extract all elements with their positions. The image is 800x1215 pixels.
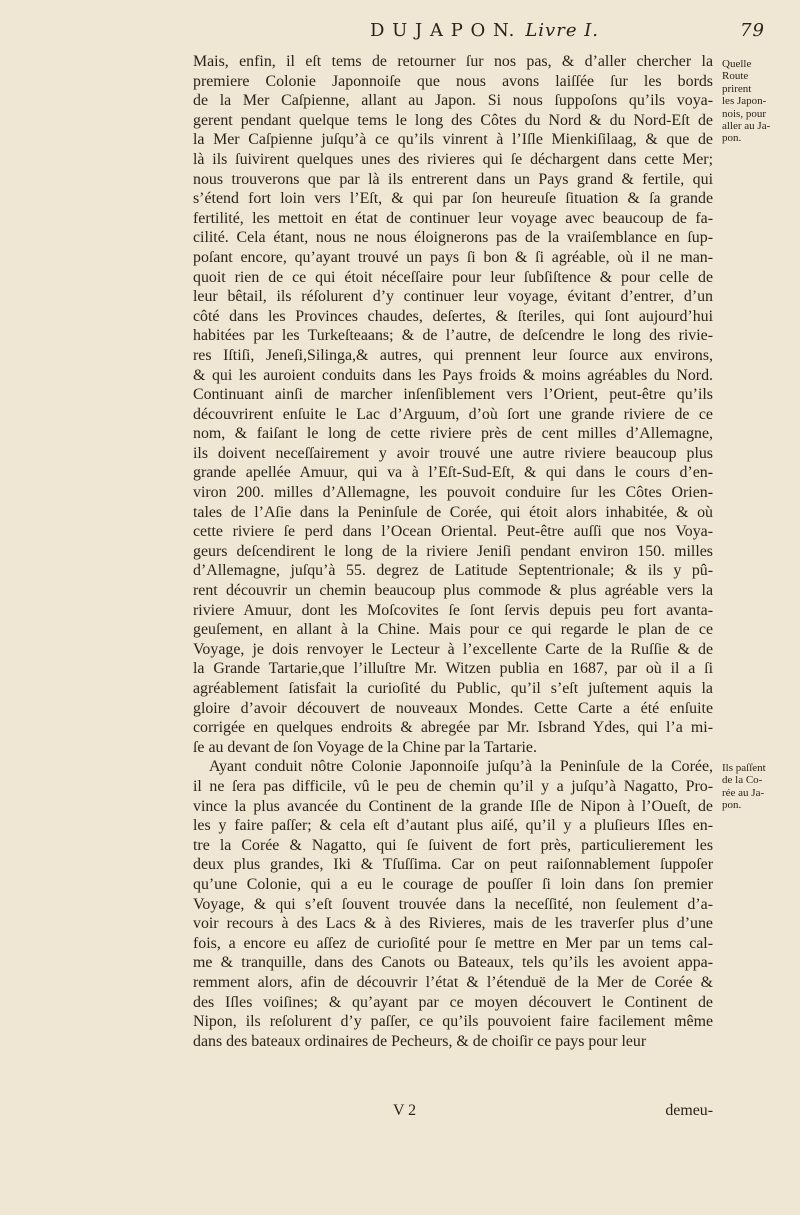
text-line: fertilité, les mettoit en état de continuer leur voyage avec beaucoup de fa- xyxy=(193,209,713,227)
text-line: côté dans les Provinces chaudes, deſertes, & ſteriles, qui ſont aujourd’hui xyxy=(193,307,713,325)
margin-note-route xyxy=(722,58,794,145)
margin-note-line: prirent xyxy=(722,82,752,95)
text-line: les y faire paſſer; & cela eſt d’autant plus aiſé, qu’il y a pluſieurs Iſles en- xyxy=(193,817,713,835)
text-line: découvrirent enſuite le Lac d’Arguum, d’où ſort une grande riviere de ce xyxy=(193,405,713,423)
text-line: de la Mer Caſpienne, allant au Japon. Si nous ſuppoſons qu’ils voya- xyxy=(193,92,713,110)
margin-note-line: aller au Ja- xyxy=(722,120,771,133)
text-line: fois, a encore eu aſſez de curioſité pour ſe mettre en Mer par un tems cal- xyxy=(193,934,713,952)
text-line: des Iſles voiſines; & qu’ayant par ce moyen découvert le Continent de xyxy=(193,993,713,1011)
text-line: nous trouverons que par là ils entrerent dans un Pays grand & fertile, qui xyxy=(193,170,713,188)
text-line: gerent pendant quelque tems le long des Côtes du Nord & du Nord-Eſt de xyxy=(193,111,713,129)
text-line: tales de l’Aſie dans la Peninſule de Corée, qui étoit alors inhabitée, & où xyxy=(193,503,713,521)
text-line: voir recours à des Lacs & à des Rivieres, mais de les traverſer plus d’une xyxy=(193,915,713,933)
text-line: habitées par les Turkeſteaans; & de l’autre, de deſcendre le long des rivie- xyxy=(193,327,713,345)
page-footer xyxy=(193,1102,713,1122)
margin-note-line: Quelle xyxy=(722,58,752,70)
text-line: leur bêtail, ils réſolurent d’y continuer leur voyage, évitant d’entrer, d’un xyxy=(193,288,713,306)
text-line: Continuant ainſi de marcher inſenſiblement vers l’Orient, peut-être qu’ils xyxy=(193,386,713,404)
margin-note-line: pon. xyxy=(722,132,742,145)
text-line: viron 200. milles d’Allemagne, les pouvoit conduire ſur les Côtes Orien- xyxy=(193,484,713,502)
running-title xyxy=(370,20,599,41)
margin-note-line: pon. xyxy=(722,799,742,812)
text-line: corrigée en quelques endroits & abregée par Mr. Isbrand Ydes, qui l’a mi- xyxy=(193,719,713,737)
text-line: premiere Colonie Japonnoiſe que nous avons laiſſée ſur les bords xyxy=(193,72,713,90)
book-number: Livre I. xyxy=(525,20,600,41)
text-line: geurs deſcendirent le long de la riviere Jeniſi pendant environ 150. milles xyxy=(193,542,713,560)
margin-note-line: rée au Ja- xyxy=(722,786,765,799)
page-number: 79 xyxy=(740,20,765,41)
signature-mark: V 2 xyxy=(393,1102,417,1119)
text-line: tre la Corée & Nagatto, qui ſe ſuivent de fort près, particulierement les xyxy=(193,836,713,854)
text-line: remment alors, afin de découvrir l’état & l’étenduë de la Mer de Corée & xyxy=(193,973,713,991)
text-line: cette riviere ſe perd dans l’Ocean Oriental. Peut-être auſſi que nos Voya- xyxy=(193,523,713,541)
text-line: Ayant conduit nôtre Colonie Japonnoiſe juſqu’à la Peninſule de la Corée, xyxy=(209,758,713,776)
margin-note-line: nois, pour xyxy=(722,107,766,120)
running-header xyxy=(180,20,765,46)
running-title-text: D U J A P O N. xyxy=(370,20,516,41)
text-line: d’Allemagne, juſqu’à 55. degrez de Latitude Septentrionale; & ils y pû- xyxy=(193,562,713,580)
text-line: geuſement, en allant à la Chine. Mais pour ce qui regarde le plan de ce xyxy=(193,621,713,639)
text-line: gloire d’avoir découvert de nouveaux Mondes. Cette Carte a été enſuite xyxy=(193,699,713,717)
text-line: cilité. Cela étant, nous ne nous éloignerons pas de la vraiſemblance en ſup- xyxy=(193,229,713,247)
text-line: poſant encore, qu’ayant trouvé un pays ſi bon & ſi agréable, où il ne man- xyxy=(193,248,713,266)
margin-note-line: les Japon- xyxy=(722,95,767,108)
catchword: demeu- xyxy=(665,1102,713,1119)
text-line: agréablement ſatisfait la curioſité du Public, qu’il s’eſt juſtement aquis la xyxy=(193,680,713,697)
text-line: dans des bateaux ordinaires de Pecheurs, & de choiſir ce pays pour leur xyxy=(193,1032,647,1050)
text-line: nom, & faiſant le long de cette riviere près de cent milles d’Allemagne, xyxy=(193,425,713,443)
text-line: s’étend fort loin vers l’Eſt, & qui par ſon heureuſe ſituation & ſa grande xyxy=(193,190,713,208)
main-text-block xyxy=(193,52,713,1051)
margin-note-passage xyxy=(722,762,794,812)
text-line: grande apellée Amuur, qui va à l’Eſt-Sud-Eſt, & qui dans le cours d’en- xyxy=(193,464,713,482)
margin-note-line: de la Co- xyxy=(722,774,763,787)
text-line: là ils ſuivirent quelques unes des rivieres qui ſe déchargent dans cette Mer; xyxy=(193,150,713,168)
text-line: qu’une Colonie, qui a eu le courage de pouſſer ſi loin dans ſon premier xyxy=(193,875,713,893)
text-line: me & tranquille, dans des Canots ou Bateaux, tels qu’ils les avoient appa- xyxy=(193,954,713,972)
text-line: rent découvrir un chemin beaucoup plus commode & plus agréable vers la xyxy=(193,582,713,600)
margin-note-line: Route xyxy=(722,70,749,83)
text-line: Nipon, ils reſolurent d’y paſſer, ce qu’ils pouvoient faire facilement même xyxy=(193,1013,713,1031)
text-line: Mais, enfin, il eſt tems de retourner ſur nos pas, & d’aller chercher la xyxy=(193,53,713,70)
margin-note-line: Ils paſſent xyxy=(722,762,766,774)
text-line: & qui les auroient conduits dans les Pays froids & moins agréables du Nord. xyxy=(193,366,713,384)
text-line: ils doivent neceſſairement y avoir trouvé une autre riviere beaucoup plus xyxy=(193,444,713,462)
text-line: il ne ſera pas difficile, vû le peu de chemin qu’il y a juſqu’à Nagatto, Pro- xyxy=(193,777,713,795)
text-line: deux plus grandes, Iki & Tſuſſima. Car on peut raiſonnablement ſuppoſer xyxy=(193,856,713,874)
text-line: la Mer Caſpienne juſqu’à ce qu’ils vinrent à l’Iſle Mienkiſilaag, & que de xyxy=(193,131,713,149)
text-line: la Grande Tartarie,que l’illuſtre Mr. Witzen publia en 1687, par où il a ſi xyxy=(193,660,713,678)
text-line: vince la plus avancée du Continent de la grande Iſle de Nipon à l’Oueſt, de xyxy=(193,797,713,815)
text-line: Voyage, je dois renvoyer le Lecteur à l’excellente Carte de la Ruſſie & de xyxy=(193,640,713,658)
text-line: ſe au devant de ſon Voyage de la Chine par la Tartarie. xyxy=(193,738,537,756)
text-line: quoit rien de ce qui étoit néceſſaire pour leur ſubſiſtence & pour celle de xyxy=(193,268,713,286)
text-line: res Iſtiſi, Jeneſi,Silinga,& autres, qui prennent leur ſource aux environs, xyxy=(193,346,713,364)
text-line: riviere Amuur, dont les Moſcovites ſe ſont ſervis depuis peu fort avanta- xyxy=(193,601,713,619)
text-line: Voyage, & qui s’eſt ſouvent trouvée dans la neceſſité, non ſeulement d’a- xyxy=(193,895,713,913)
